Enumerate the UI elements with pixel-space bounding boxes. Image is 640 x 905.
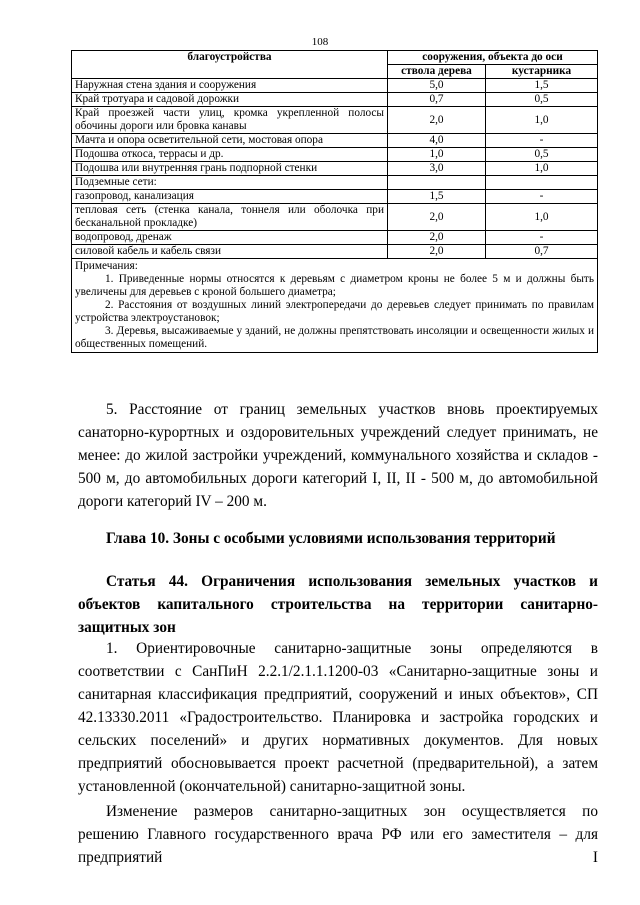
tree-distance: 2,0: [388, 231, 486, 245]
shrub-distance: [486, 176, 598, 190]
row-label: газопровод, канализация: [72, 190, 388, 204]
chapter-heading: Глава 10. Зоны с особыми условиями использования территорий: [106, 530, 556, 547]
table-row: [72, 148, 598, 162]
tree-distance: 2,0: [388, 107, 486, 134]
note-item: 2. Расстояния от воздушных линий электропередачи до деревьев следует принимать по правилам устройства электроустановок;: [75, 299, 594, 324]
table-notes-row: [72, 259, 598, 353]
row-label: тепловая сеть (стенка канала, тоннеля или оболочка при бесканальной прокладке): [72, 204, 388, 231]
row-label: Мачта и опора осветительной сети, мостовая опора: [72, 134, 388, 148]
tree-distance: 3,0: [388, 162, 486, 176]
row-label: Подошва откоса, террасы и др.: [72, 148, 388, 162]
tree-distance: 5,0: [388, 79, 486, 93]
shrub-distance: 1,5: [486, 79, 598, 93]
article-paragraph: 1. Ориентировочные санитарно-защитные зоны определяются в соответствии с СанПиН 2.2.1/2.1.1.1200-03 «Санитарно-защитные зоны и санитарная классификация предприятий, сооружений и иных объектов», СП 42.13330.2011 «Градостроительство. Планировка и застройка городских и сельских поселений» и других нормативных документов. Для новых предприятий обосновывается проект расчетной (предварительной), а затем установленной (окончательной) санитарно-защитной зоны.: [78, 640, 598, 795]
row-label: Наружная стена здания и сооружения: [72, 79, 388, 93]
article-body: [78, 637, 598, 869]
notes-title: Примечания:: [75, 260, 138, 272]
table-row: [72, 245, 598, 259]
tree-distance: 2,0: [388, 245, 486, 259]
table-row: [72, 162, 598, 176]
note-item: 1. Приведенные нормы относятся к деревьям с диаметром кроны не более 5 м и должны быть увеличены для деревьев с кроной большего диаметра;: [75, 273, 594, 298]
row-label: Подземные сети:: [72, 176, 388, 190]
tree-distance: 4,0: [388, 134, 486, 148]
shrub-distance: 1,0: [486, 107, 598, 134]
note-item: 3. Деревья, высаживаемые у зданий, не должны препятствовать инсоляции и освещенности жилых и общественных помещений.: [75, 325, 594, 350]
table-row: [72, 79, 598, 93]
table-row: [72, 134, 598, 148]
table-row: [72, 176, 598, 190]
article-heading: Статья 44. Ограничения использования земельных участков и объектов капитального строительства на территории санитарно-защитных зон: [78, 573, 598, 636]
tree-distance: 0,7: [388, 93, 486, 107]
table-header-row: [72, 51, 598, 65]
shrub-distance: -: [486, 134, 598, 148]
shrub-distance: 1,0: [486, 162, 598, 176]
row-label: водопровод, дренаж: [72, 231, 388, 245]
row-label: Подошва или внутренняя грань подпорной стенки: [72, 162, 388, 176]
table-row: [72, 231, 598, 245]
shrub-distance: 0,5: [486, 93, 598, 107]
row-label: силовой кабель и кабель связи: [72, 245, 388, 259]
planting-distance-table: [71, 50, 598, 353]
row-label: Край проезжей части улиц, кромка укрепленной полосы обочины дороги или бровка канавы: [72, 107, 388, 134]
table-row: [72, 190, 598, 204]
table-row: [72, 107, 598, 134]
paragraph-5-block: [78, 398, 598, 513]
tree-distance: 2,0: [388, 204, 486, 231]
table-row: [72, 204, 598, 231]
table-row: [72, 93, 598, 107]
tree-distance: 1,5: [388, 190, 486, 204]
header-distance-group: сооружения, объекта до оси: [388, 51, 598, 65]
shrub-distance: -: [486, 231, 598, 245]
article-paragraph: Изменение размеров санитарно-защитных зон осуществляется по решению Главного государственного врача РФ или его заместителя – для предприятий I: [78, 803, 598, 866]
table-notes: [72, 259, 598, 353]
shrub-distance: 1,0: [486, 204, 598, 231]
shrub-distance: 0,5: [486, 148, 598, 162]
header-shrub: кустарника: [486, 65, 598, 79]
page-number: 108: [311, 36, 329, 48]
header-object-name: благоустройства: [72, 51, 388, 79]
shrub-distance: 0,7: [486, 245, 598, 259]
row-label: Край тротуара и садовой дорожки: [72, 93, 388, 107]
tree-distance: 1,0: [388, 148, 486, 162]
tree-distance: [388, 176, 486, 190]
shrub-distance: -: [486, 190, 598, 204]
paragraph-5: 5. Расстояние от границ земельных участков вновь проектируемых санаторно-курортных и оздоровительных учреждений следует принимать, не менее: до жилой застройки учреждений, коммунального хозяйства и складов - 500 м, до автомобильных дороги категорий I, II, II - 500 м, до автомобильной дороги категорий IV – 200 м.: [78, 401, 598, 510]
header-tree-trunk: ствола дерева: [388, 65, 486, 79]
